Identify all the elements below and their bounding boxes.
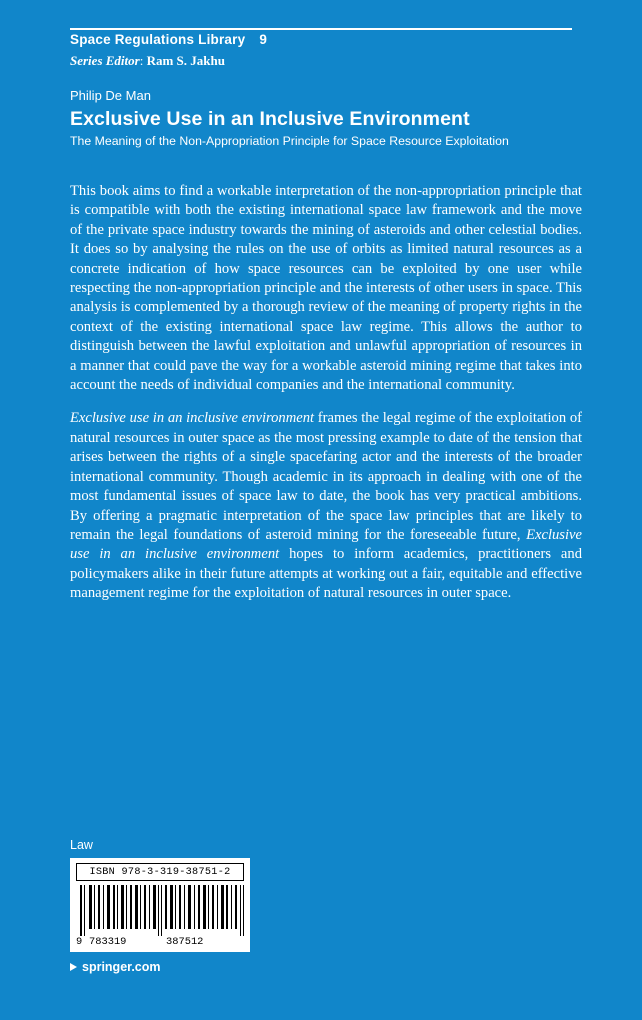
- isbn-text: ISBN 978-3-319-38751-2: [89, 866, 231, 878]
- book-title: Exclusive Use in an Inclusive Environment: [70, 108, 470, 130]
- barcode-bars: [76, 885, 244, 936]
- barcode-digit-group-2: 783319: [89, 936, 127, 948]
- blurb-paragraph-1: This book aims to find a workable interpretation of the non-appropriation principle that is compatible with both the existing international space law framework and the move of the private space industry towards the mining of asteroids and other celestial bodies. It does so by analysing the rules on the use of orbits as limited natural resources as a concrete indication of how space resources can be exploited by one user while respecting the non-appropriation principle and the interests of other users in space. This analysis is complemented by a thorough review of the meaning of property rights in the context of the existing international space law regime. This allows the author to distinguish between the lawful exploitation and unlawful appropriation of resources in a manner that could pave the way for a workable asteroid mining regime that takes into account the needs of individual companies and the international community.: [70, 183, 582, 394]
- subject-category: Law: [70, 838, 93, 852]
- series-name: Space Regulations Library: [70, 32, 246, 47]
- series-editor-name: Ram S. Jakhu: [146, 53, 225, 68]
- series-line: [70, 32, 580, 47]
- blurb-paragraph-2-body-1: frames the legal regime of the exploitation of natural resources in outer space as the most pressing example to date of the tension that arises between the rights of a single spacefaring actor and the interests of the broader international community. Though academic in its approach in dealing with one of the most fundamental issues of space law to date, the book has very practical ambitions. By offering a pragmatic interpretation of the space law principles that are likely to remain the legal foundations of asteroid mining for the foreseeable future,: [70, 410, 582, 543]
- blurb-paragraph-2: [70, 409, 582, 603]
- series-editor-colon: :: [139, 53, 147, 68]
- barcode-digit-group-3: 387512: [166, 936, 204, 948]
- blurb-italic-title-2: Exclusive use in an inclusive environment: [70, 526, 582, 563]
- barcode-block: [70, 858, 250, 952]
- publisher-logo[interactable]: [70, 960, 161, 974]
- book-subtitle: The Meaning of the Non-Appropriation Principle for Space Resource Exploitation: [70, 134, 509, 148]
- blurb: [70, 182, 582, 618]
- series-editor-label: Series Editor: [70, 53, 140, 68]
- play-triangle-icon: [70, 963, 77, 971]
- barcode-digits: [76, 936, 244, 949]
- header-divider: [70, 28, 572, 30]
- isbn-frame: [76, 863, 244, 881]
- book-author: Philip De Man: [70, 88, 151, 103]
- series-volume: 9: [259, 32, 268, 47]
- blurb-paragraph-2-body-2: hopes to inform academics, practitioners and policymakers alike in their future attempts at working out a fair, equitable and effective management regime for the exploitation of natural resources in outer space.: [70, 546, 582, 602]
- blurb-italic-title-1: Exclusive use in an inclusive environment: [70, 410, 315, 427]
- publisher-label: springer.com: [82, 960, 161, 974]
- series-editor: [70, 53, 580, 69]
- barcode-digit-group-1: 9: [76, 936, 83, 948]
